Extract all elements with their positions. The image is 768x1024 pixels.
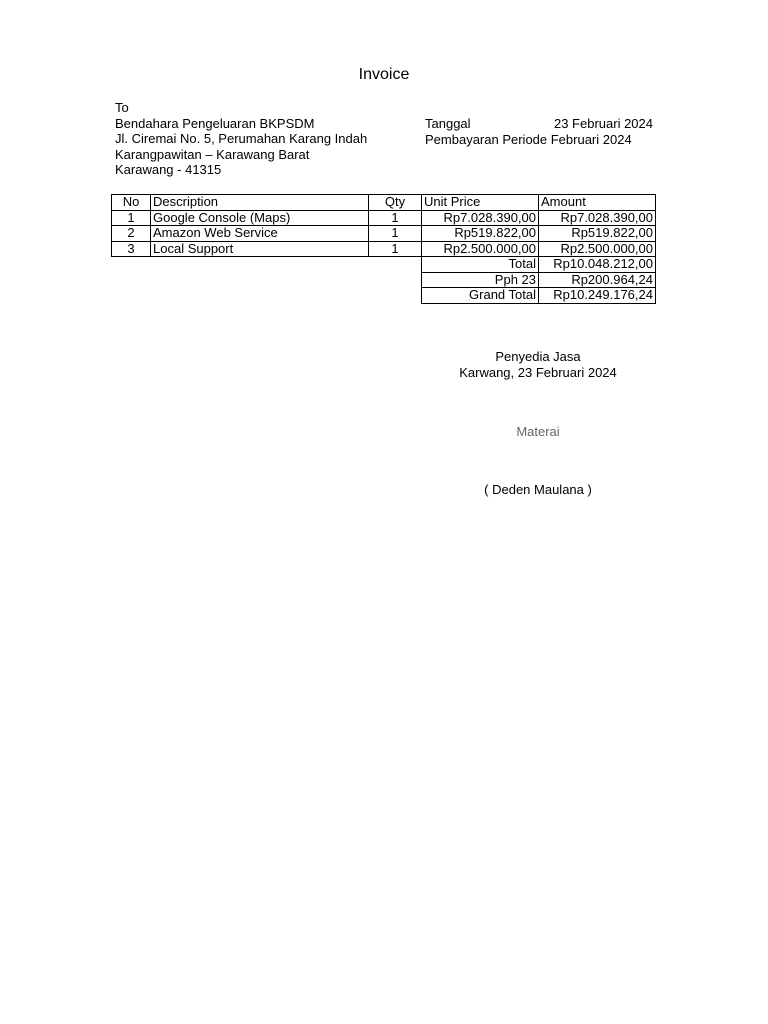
total-label: Total <box>422 257 539 273</box>
signer-name: ( Deden Maulana ) <box>484 482 592 497</box>
row-qty: 1 <box>369 226 422 242</box>
row-unit-price: Rp519.822,00 <box>422 226 539 242</box>
to-label: To <box>115 100 129 115</box>
row-amount: Rp2.500.000,00 <box>539 241 656 257</box>
row-unit-price: Rp2.500.000,00 <box>422 241 539 257</box>
recipient-address-line3: Karawang - 41315 <box>115 162 222 177</box>
summary-row-total <box>112 257 656 273</box>
signature-header <box>423 349 653 380</box>
row-qty: 1 <box>369 241 422 257</box>
tax-label: Pph 23 <box>422 272 539 288</box>
row-qty: 1 <box>369 210 422 226</box>
page-title: Invoice <box>358 66 410 83</box>
tax-value: Rp200.964,24 <box>539 272 656 288</box>
header-no: No <box>112 195 151 211</box>
row-amount: Rp7.028.390,00 <box>539 210 656 226</box>
provider-role: Penyedia Jasa <box>495 349 581 364</box>
payment-period: Pembayaran Periode Februari 2024 <box>425 131 632 147</box>
date-value: 23 Februari 2024 <box>553 116 653 131</box>
recipient-block <box>115 100 367 178</box>
grand-total-label: Grand Total <box>422 288 539 304</box>
row-description: Local Support <box>151 241 369 257</box>
header-description: Description <box>151 195 369 211</box>
table-row <box>112 210 656 226</box>
row-description: Amazon Web Service <box>151 226 369 242</box>
row-unit-price: Rp7.028.390,00 <box>422 210 539 226</box>
row-no: 3 <box>112 241 151 257</box>
table-header-row <box>112 195 656 211</box>
table-row <box>112 226 656 242</box>
total-value: Rp10.048.212,00 <box>539 257 656 273</box>
date-label: Tanggal <box>425 116 471 131</box>
summary-row-grand-total <box>112 288 656 304</box>
signature-place-date: Karwang, 23 Februari 2024 <box>459 364 617 380</box>
items-table <box>111 194 656 304</box>
recipient-address-line2: Karangpawitan – Karawang Barat <box>115 146 310 162</box>
summary-row-tax <box>112 272 656 288</box>
row-no: 2 <box>112 226 151 242</box>
recipient-address-line1: Jl. Ciremai No. 5, Perumahan Karang Indah <box>115 131 368 146</box>
row-amount: Rp519.822,00 <box>539 226 656 242</box>
invoice-info-block <box>425 116 653 147</box>
grand-total-value: Rp10.249.176,24 <box>539 288 656 304</box>
table-row <box>112 241 656 257</box>
header-amount: Amount <box>539 195 656 211</box>
header-unit-price: Unit Price <box>422 195 539 211</box>
recipient-name: Bendahara Pengeluaran BKPSDM <box>115 115 315 131</box>
row-description: Google Console (Maps) <box>151 210 369 226</box>
materai-stamp-label: Materai <box>516 424 560 439</box>
row-no: 1 <box>112 210 151 226</box>
header-qty: Qty <box>369 195 422 211</box>
